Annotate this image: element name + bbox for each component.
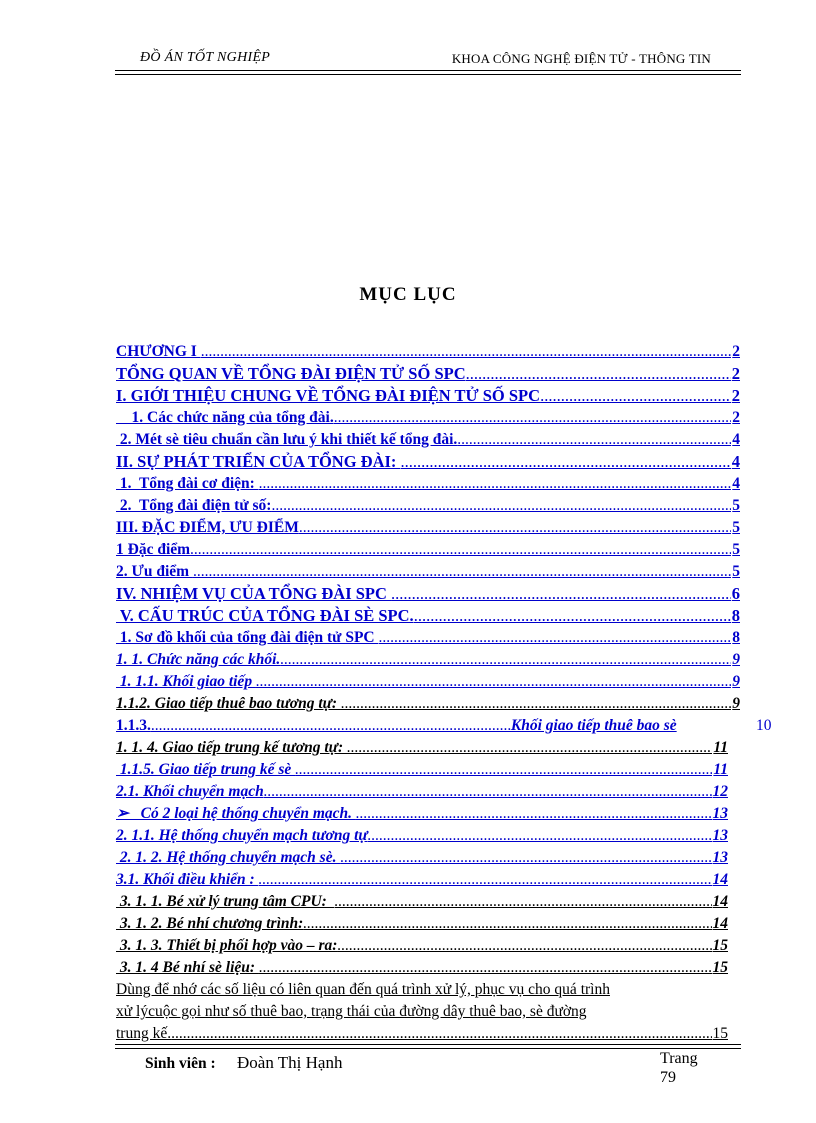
toc-link[interactable]: II. SỰ PHÁT TRIỂN CỦA TỔNG ĐÀI: ..... 4 [116,451,740,473]
toc-link[interactable]: 3. 1. 3. Thiết bị phối hợp vào – ra: ..... 15 [116,935,728,957]
toc-entry[interactable] [116,803,740,825]
toc-entry[interactable] [116,561,740,583]
student-label: Sinh viên : [145,1055,216,1072]
toc-link[interactable]: 1. Các chức năng của tổng đài. ..... 2 [116,407,740,429]
toc-entry[interactable] [116,913,740,935]
toc-entry[interactable] [116,825,740,847]
toc-link[interactable]: IV. NHIỆM VỤ CỦA TỔNG ĐÀI SPC ..... 6 [116,583,740,605]
page-number: 79 [660,1069,676,1086]
toc-entry[interactable] [116,627,740,649]
toc-entry[interactable] [116,693,740,715]
toc-entry[interactable] [116,495,740,517]
page-label: Trang [660,1050,698,1067]
toc-link[interactable]: 1.1.2. Giao tiếp thuê bao tương tự: ..... 9 [116,693,740,715]
toc-entry[interactable] [116,957,740,979]
toc-link[interactable]: III. ĐẶC ĐIỂM, ƯU ĐIỂM ..... 5 [116,517,740,539]
toc-entry[interactable] [116,473,740,495]
toc-entry[interactable] [116,891,740,913]
footer-rule [115,1048,741,1049]
toc-link[interactable]: V. CẤU TRÚC CỦA TỔNG ĐÀI SÈ SPC. ..... 8 [116,605,740,627]
toc-link[interactable]: 3. 1. 4 Bé nhí sè liệu: ..... 15 [116,957,728,979]
toc-entry[interactable] [116,407,740,429]
student-name: Đoàn Thị Hạnh [237,1053,343,1072]
header-faculty-label: KHOA CÔNG NGHỆ ĐIỆN TỬ - THÔNG TIN [451,51,711,66]
toc-entry[interactable] [116,451,740,473]
paragraph-line: xử lýcuộc gọi như số thuê bao, trạng thái của đường dây thuê bao, sè đường [116,1003,587,1020]
page-header [115,50,741,80]
toc-entry[interactable] [116,583,740,605]
toc-entry[interactable] [116,759,740,781]
toc-link[interactable]: 2. 1. 2. Hệ thống chuyển mạch sè. ..... 13 [116,847,728,869]
toc-entry[interactable] [116,649,740,671]
toc-link[interactable]: 3. 1. 2. Bé nhí chương trình: ..... 14 [116,913,728,935]
toc-entry[interactable] [116,517,740,539]
toc-link[interactable]: 1. 1.1. Khối giao tiếp ..... 9 [116,671,740,693]
paragraph-line: Dùng để nhớ các số liệu có liên quan đến quá trình xử lý, phục vụ cho quá trình [116,981,610,998]
toc-link[interactable]: I. GIỚI THIỆU CHUNG VỀ TỔNG ĐÀI ĐIỆN TỬ SỐ SPC ..... 2 [116,385,740,407]
toc-link[interactable]: CHƯƠNG I ..... 2 [116,341,740,363]
table-of-contents [116,341,772,1045]
toc-link[interactable]: 1.1.3. ..... Khối giao tiếp thuê bao sè 10 [116,715,740,737]
page-title: MỤC LỤC [359,284,457,305]
toc-entry[interactable] [116,341,740,363]
toc-link[interactable]: 1. 1. Chức năng các khối. ..... 9 [116,649,740,671]
toc-entry[interactable] [116,869,740,891]
toc-entry[interactable] [116,737,740,759]
toc-link[interactable]: 1 Đặc điểm ..... 5 [116,539,740,561]
toc-paragraph[interactable] [116,979,740,1045]
toc-entry[interactable] [116,539,740,561]
toc-entry[interactable] [116,781,740,803]
toc-link[interactable]: 3. 1. 1. Bé xử lý trung tâm CPU: ..... 14 [116,891,728,913]
toc-link[interactable]: 1. Sơ đồ khối của tổng đài điện tử SPC ..... 8 [116,627,740,649]
paragraph-last-line: trung kế. ..... 15 [116,1023,728,1045]
toc-entry[interactable] [116,429,740,451]
header-thesis-label: ĐỒ ÁN TỐT NGHIỆP [140,50,271,65]
toc-link[interactable]: 2.1. Khối chuyển mạch ..... 12 [116,781,728,803]
toc-link[interactable]: 3.1. Khối điều khiển : ..... 14 [116,869,728,891]
toc-link[interactable]: 2. Tổng đài điện tử số: ..... 5 [116,495,740,517]
toc-link[interactable]: 2. Mét sè tiêu chuẩn cần lưu ý khi thiết kế tổng đài. ..... 4 [116,429,740,451]
toc-entry[interactable] [116,935,740,957]
toc-link[interactable]: 2. Ưu điểm ..... 5 [116,561,740,583]
header-rule-thin [115,74,741,75]
toc-entry[interactable] [116,671,740,693]
toc-entry[interactable] [116,605,740,627]
toc-link[interactable]: ➢ Có 2 loại hệ thống chuyển mạch. ..... 13 [116,803,728,825]
footer-rule-thin [115,1044,741,1045]
toc-entry[interactable] [116,363,740,385]
toc-link[interactable]: 1. 1. 4. Giao tiếp trung kế tương tự: ..... 11 [116,737,728,759]
toc-entry[interactable] [116,847,740,869]
toc-link[interactable]: TỔNG QUAN VỀ TỔNG ĐÀI ĐIỆN TỬ SỐ SPC ..... 2 [116,363,740,385]
toc-entry[interactable] [116,715,772,737]
toc-entry[interactable] [116,385,740,407]
toc-link[interactable]: 1.1.5. Giao tiếp trung kế sè ..... 11 [116,759,728,781]
header-rule [115,70,741,71]
toc-link[interactable]: 2. 1.1. Hệ thống chuyển mạch tương tự ..... 13 [116,825,728,847]
toc-link[interactable]: 1. Tổng đài cơ điện: ..... 4 [116,473,740,495]
